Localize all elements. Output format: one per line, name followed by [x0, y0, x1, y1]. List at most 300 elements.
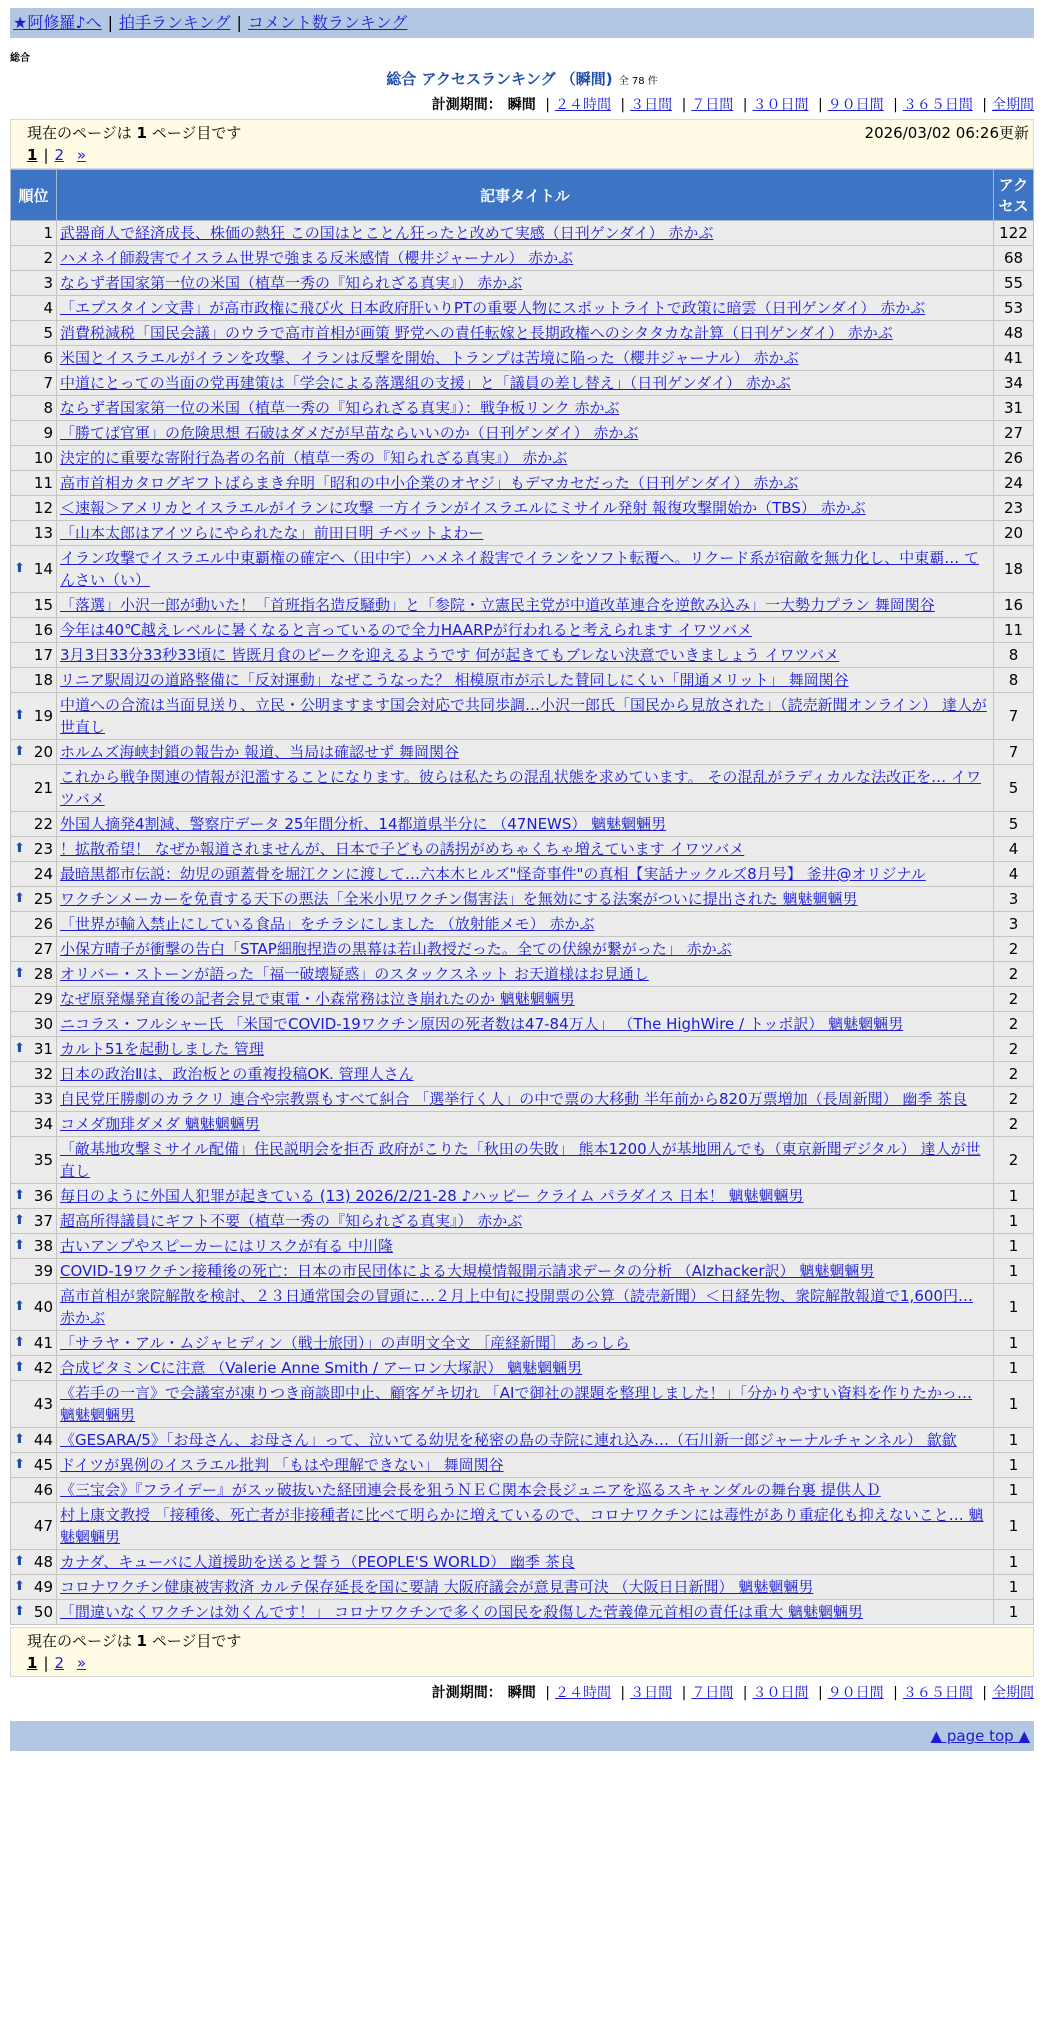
rank-cell — [11, 1331, 57, 1356]
access-count: 55 — [994, 271, 1034, 296]
rank-cell — [11, 1259, 57, 1284]
rank-number: 39 — [33, 1262, 53, 1280]
period-link-3d[interactable]: ３日間 — [630, 1685, 673, 1701]
article-title-link[interactable]: これから戦争関連の情報が氾濫することになります。彼らは私たちの混乱状態を求めています。 その混乱がラディカルな法改正を… イワツバメ — [60, 768, 981, 808]
rank-up-arrow-icon: ⬆ — [14, 561, 25, 576]
rank-cell — [11, 1234, 57, 1259]
period-link-24h[interactable]: ２４時間 — [554, 97, 611, 113]
title-cell — [57, 321, 994, 346]
table-row — [11, 740, 1034, 765]
article-title-link[interactable]: イラン攻撃でイスラエル中東覇権の確定へ（田中宇）ハメネイ殺害でイランをソフト転覆へ。リクード系が宿敵を無力化し、中東覇… てんさい（い） — [60, 549, 980, 589]
period-link-7d[interactable]: ７日間 — [691, 97, 734, 113]
rank-cell — [11, 1600, 57, 1625]
page-link-2[interactable]: 2 — [54, 146, 65, 164]
rank-cell — [11, 1284, 57, 1331]
article-title-link[interactable]: 外国人摘発4割減、警察庁データ 25年間分析、14都道県半分に （47NEWS） 魑魅魍魎男 — [60, 815, 667, 833]
article-title-link[interactable]: 中道にとっての当面の党再建策は「学会による落選組の支援」と「議員の差し替え」（日刊ゲンダイ） 赤かぶ — [60, 374, 791, 392]
period-link-3d[interactable]: ３日間 — [630, 97, 673, 113]
article-title-link[interactable]: ドイツが異例のイスラエル批判 「もはや理解できない」 舞岡関谷 — [60, 1456, 504, 1474]
header-access: アクセス — [994, 170, 1034, 221]
rank-number: 21 — [33, 779, 53, 797]
article-title-link[interactable]: 「敵基地攻撃ミサイル配備」住民説明会を拒否 政府がこりた「秋田の失敗」 熊本1200人が基地囲んでも（東京新聞デジタル） 達人が世直し — [60, 1140, 981, 1180]
access-count: 23 — [994, 496, 1034, 521]
rank-number: 20 — [33, 743, 53, 761]
rank-cell — [11, 987, 57, 1012]
table-row — [11, 887, 1034, 912]
rank-cell — [11, 1503, 57, 1550]
table-row — [11, 296, 1034, 321]
title-cell — [57, 1575, 994, 1600]
title-cell — [57, 521, 994, 546]
article-title-link[interactable]: ＜速報＞アメリカとイスラエルがイランに攻撃 一方イランがイスラエルにミサイル発射 報復攻撃開始か（TBS） 赤かぶ — [60, 499, 866, 517]
access-count: 4 — [994, 862, 1034, 887]
period-link-365d[interactable]: ３６５日間 — [902, 1685, 973, 1701]
article-title-link[interactable]: 高市首相カタログギフトばらまき弁明「昭和の中小企業のオヤジ」もデマカセだった（日刊ゲンダイ） 赤かぶ — [60, 474, 799, 492]
access-count: 8 — [994, 668, 1034, 693]
pagination: 1 | 2 » — [27, 146, 87, 164]
access-count: 2 — [994, 1112, 1034, 1137]
rank-number: 32 — [33, 1065, 53, 1083]
rank-up-arrow-icon: ⬆ — [14, 1554, 25, 1569]
table-row — [11, 1184, 1034, 1209]
article-title-link[interactable]: COVID-19ワクチン接種後の死亡：日本の市民団体による大規模情報開示請求データの分析 （Alzhacker訳） 魑魅魍魎男 — [60, 1262, 875, 1280]
rank-cell — [11, 668, 57, 693]
nav-link-asyura[interactable]: ★阿修羅♪へ — [13, 13, 102, 32]
rank-number: 36 — [33, 1187, 53, 1205]
period-link-24h[interactable]: ２４時間 — [554, 1685, 611, 1701]
rank-cell — [11, 321, 57, 346]
article-title-link[interactable]: ならず者国家第一位の米国（植草一秀の『知られざる真実』）：戦争板リンク 赤かぶ — [60, 399, 620, 417]
rank-cell — [11, 496, 57, 521]
rank-number: 41 — [33, 1334, 53, 1352]
article-title-link[interactable]: 合成ビタミンCに注意 （Valerie Anne Smith / アーロン大塚訳） 魑魅魍魎男 — [60, 1359, 583, 1377]
title-cell — [57, 1478, 994, 1503]
table-row — [11, 668, 1034, 693]
table-row — [11, 421, 1034, 446]
article-title-link[interactable]: 高市首相が衆院解散を検討、２３日通常国会の冒頭に…２月上中旬に投開票の公算（読売新聞）＜日経先物、衆院解散報道で1,600円… 赤かぶ — [60, 1287, 973, 1327]
period-link-all[interactable]: 全期間 — [992, 97, 1034, 113]
title-cell — [57, 887, 994, 912]
rank-cell — [11, 618, 57, 643]
rank-number: 1 — [43, 224, 53, 242]
access-count: 68 — [994, 246, 1034, 271]
pagination: 1 | 2 » — [27, 1654, 87, 1672]
table-row — [11, 765, 1034, 812]
rank-cell — [11, 371, 57, 396]
title-cell — [57, 446, 994, 471]
article-title-link[interactable]: 決定的に重要な寄附行為者の名前（植草一秀の『知られざる真実』） 赤かぶ — [60, 449, 568, 467]
access-count: 2 — [994, 962, 1034, 987]
article-title-link[interactable]: 中道への合流は当面見送り、立民・公明ますます国会対応で共同歩調…小沢一郎氏「国民から見放された」（読売新聞オンライン） 達人が世直し — [60, 696, 987, 736]
access-count: 7 — [994, 693, 1034, 740]
rank-up-arrow-icon: ⬆ — [14, 841, 25, 856]
table-row — [11, 346, 1034, 371]
page-info-bottom — [10, 1627, 1034, 1677]
nav-link-clap-ranking[interactable]: 拍手ランキング — [118, 13, 231, 32]
table-row — [11, 693, 1034, 740]
title-cell — [57, 1137, 994, 1184]
page-next-link[interactable]: » — [76, 1654, 87, 1672]
period-current: 瞬間 — [507, 97, 536, 113]
title-cell — [57, 346, 994, 371]
title-cell — [57, 1381, 994, 1428]
rank-cell — [11, 862, 57, 887]
article-title-link[interactable]: コロナワクチン健康被害救済 カルテ保存延長を国に要請 大阪府議会が意見書可決 （大阪日日新聞） 魑魅魍魎男 — [60, 1578, 814, 1596]
access-count: 2 — [994, 1087, 1034, 1112]
article-title-link[interactable]: カルト51を起動しました 管理 — [60, 1040, 264, 1058]
article-title-link[interactable]: 毎日のように外国人犯罪が起きている (13) 2026/2/21-28 ♪ハッピー クライム パラダイス 日本！ 魑魅魍魎男 — [60, 1187, 804, 1205]
nav-separator: | — [107, 13, 113, 32]
article-title-link[interactable]: ！拡散希望！ なぜか報道されませんが、日本で子どもの誘拐がめちゃくちゃ増えています イワツバメ — [60, 840, 745, 858]
article-title-link[interactable]: 「サラヤ・アル・ムジャヒディン（戦士旅団）」の声明文全文 ［産経新聞］ あっしら — [60, 1334, 630, 1352]
period-selector-bottom: 計測期間： 瞬間 | ２４時間 | ３日間 | ７日間 | ３０日間 | ９０日間 | ３６５日間 | 全期間 — [431, 1685, 1034, 1701]
table-row — [11, 837, 1034, 862]
period-link-30d[interactable]: ３０日間 — [752, 1685, 809, 1701]
title-cell — [57, 246, 994, 271]
rank-number: 27 — [33, 940, 53, 958]
period-link-7d[interactable]: ７日間 — [691, 1685, 734, 1701]
rank-up-arrow-icon: ⬆ — [14, 1604, 25, 1619]
rank-number: 33 — [33, 1090, 53, 1108]
title-cell — [57, 1259, 994, 1284]
title-cell — [57, 1037, 994, 1062]
article-title-link[interactable]: 日本の政治Ⅱは、政治板との重複投稿OK. 管理人さん — [60, 1065, 414, 1083]
article-title-link[interactable]: 村上康文教授 「接種後、死亡者が非接種者に比べて明らかに増えているので、コロナワクチンには毒性があり重症化も抑えないこと… 魑魅魍魎男 — [60, 1506, 984, 1546]
rank-cell — [11, 962, 57, 987]
period-link-30d[interactable]: ３０日間 — [752, 97, 809, 113]
access-count: 18 — [994, 546, 1034, 593]
access-count: 1 — [994, 1600, 1034, 1625]
table-row — [11, 962, 1034, 987]
title-cell — [57, 1087, 994, 1112]
rank-cell — [11, 887, 57, 912]
access-count: 2 — [994, 987, 1034, 1012]
access-count: 27 — [994, 421, 1034, 446]
table-row — [11, 862, 1034, 887]
article-title-link[interactable]: リニア駅周辺の道路整備に「反対運動」なぜこうなった？ 相模原市が示した賛同しにくい「開通メリット」 舞岡関谷 — [60, 671, 849, 689]
article-title-link[interactable]: 超高所得議員にギフト不要（植草一秀の『知られざる真実』） 赤かぶ — [60, 1212, 523, 1230]
rank-cell — [11, 837, 57, 862]
table-row — [11, 1209, 1034, 1234]
nav-link-comment-ranking[interactable]: コメント数ランキング — [247, 13, 408, 32]
rank-up-arrow-icon: ⬆ — [14, 1299, 25, 1314]
rank-cell — [11, 693, 57, 740]
access-count: 1 — [994, 1209, 1034, 1234]
title-cell — [57, 765, 994, 812]
access-count: 8 — [994, 643, 1034, 668]
article-title-link[interactable]: 「間違いなくワクチンは効くんです！」 コロナワクチンで多くの国民を殺傷した菅義偉元首相の責任は重大 魑魅魍魎男 — [60, 1603, 864, 1621]
table-row — [11, 221, 1034, 246]
article-title-link[interactable]: 「世界が輸入禁止にしている食品」をチラシにしました （放射能メモ） 赤かぶ — [60, 915, 595, 933]
table-row — [11, 643, 1034, 668]
access-count: 41 — [994, 346, 1034, 371]
access-count: 53 — [994, 296, 1034, 321]
table-row — [11, 987, 1034, 1012]
title-cell — [57, 1234, 994, 1259]
period-label: 計測期間： — [431, 97, 502, 113]
page-heading — [10, 68, 1034, 89]
rank-cell — [11, 221, 57, 246]
table-row — [11, 593, 1034, 618]
rank-cell — [11, 1012, 57, 1037]
title-cell — [57, 1284, 994, 1331]
rank-up-arrow-icon: ⬆ — [14, 744, 25, 759]
title-cell — [57, 396, 994, 421]
rank-cell — [11, 1037, 57, 1062]
rank-number: 23 — [33, 840, 53, 858]
article-title-link[interactable]: 最暗黒都市伝説：幼児の頭蓋骨を堀江クンに渡して…六本木ヒルズ"怪奇事件"の真相【実話ナックルズ8月号】 釜井@オリジナル — [60, 865, 926, 883]
rank-cell — [11, 521, 57, 546]
rank-cell — [11, 1087, 57, 1112]
article-title-link[interactable]: 「山本太郎はアイツらにやられたな」前田日明 チベットよわー — [60, 524, 484, 542]
title-cell — [57, 1453, 994, 1478]
access-count: 1 — [994, 1381, 1034, 1428]
table-row — [11, 521, 1034, 546]
rank-cell — [11, 1184, 57, 1209]
rank-cell — [11, 1209, 57, 1234]
rank-cell — [11, 1428, 57, 1453]
period-selector-top: 計測期間： 瞬間 | ２４時間 | ３日間 | ７日間 | ３０日間 | ９０日間 | ３６５日間 | 全期間 — [431, 97, 1034, 113]
rank-number: 47 — [33, 1517, 53, 1535]
title-cell — [57, 421, 994, 446]
rank-number: 45 — [33, 1456, 53, 1474]
article-title-link[interactable]: 《GESARA/5》「お母さん、お母さん」って、泣いてる幼児を秘密の島の寺院に連れ込み…（石川新一郎ジャーナルチャンネル） 歙歙 — [60, 1431, 957, 1449]
rank-number: 22 — [33, 815, 53, 833]
access-count: 122 — [994, 221, 1034, 246]
table-row — [11, 1062, 1034, 1087]
access-count: 5 — [994, 765, 1034, 812]
rank-up-arrow-icon: ⬆ — [14, 1238, 25, 1253]
rank-number: 43 — [33, 1395, 53, 1413]
title-cell — [57, 371, 994, 396]
title-cell — [57, 862, 994, 887]
rank-cell — [11, 471, 57, 496]
article-title-link[interactable]: 《若手の一言》で会議室が凍りつき商談即中止、顧客ゲキ切れ 「AIで御社の課題を整理しました！」「分かりやすい資料を作りたかっ… 魑魅魍魎男 — [60, 1384, 972, 1424]
access-count: 1 — [994, 1234, 1034, 1259]
current-page-text: 現在のページは 1 ページ目です — [27, 1632, 242, 1650]
rank-up-arrow-icon: ⬆ — [14, 1041, 25, 1056]
rank-up-arrow-icon: ⬆ — [14, 891, 25, 906]
article-title-link[interactable]: コメダ珈琲ダメダ 魑魅魍魎男 — [60, 1115, 260, 1133]
title-cell — [57, 546, 994, 593]
top-nav — [10, 8, 1034, 38]
rank-cell — [11, 812, 57, 837]
rank-number: 8 — [43, 399, 53, 417]
article-title-link[interactable]: 自民党圧勝劇のカラクリ 連合や宗教票もすべて糾合 「選挙行く人」の中で票の大移動 半年前から820万票増加（長周新聞） 幽季 茶良 — [60, 1090, 968, 1108]
header-title: 記事タイトル — [57, 170, 994, 221]
title-cell — [57, 1331, 994, 1356]
title-cell — [57, 1550, 994, 1575]
category-label: 総合 — [10, 53, 30, 64]
header-rank: 順位 — [11, 170, 57, 221]
total-count: 全 78 件 — [618, 76, 658, 87]
access-count: 31 — [994, 396, 1034, 421]
title-cell — [57, 668, 994, 693]
rank-up-arrow-icon: ⬆ — [14, 708, 25, 723]
access-count: 26 — [994, 446, 1034, 471]
table-row — [11, 546, 1034, 593]
article-title-link[interactable]: 《三宝会》『フライデー』がスッ破抜いた経団連会長を狙うＮＥＣ関本会長ジュニアを巡るスキャンダルの舞台裏 提供人Ｄ — [60, 1481, 881, 1499]
rank-cell — [11, 271, 57, 296]
rank-number: 35 — [33, 1151, 53, 1169]
article-title-link[interactable]: 「勝てば官軍」の危険思想 石破はダメだが早苗ならいいのか（日刊ゲンダイ） 赤かぶ — [60, 424, 639, 442]
rank-number: 29 — [33, 990, 53, 1008]
article-title-link[interactable]: なぜ原発爆発直後の記者会見で東電・小森常務は泣き崩れたのか 魑魅魍魎男 — [60, 990, 575, 1008]
table-row — [11, 1259, 1034, 1284]
title-cell — [57, 1428, 994, 1453]
rank-cell — [11, 1137, 57, 1184]
rank-number: 50 — [33, 1603, 53, 1621]
access-count: 34 — [994, 371, 1034, 396]
table-row — [11, 618, 1034, 643]
access-count: 7 — [994, 740, 1034, 765]
rank-number: 30 — [33, 1015, 53, 1033]
page-link-2[interactable]: 2 — [54, 1654, 65, 1672]
rank-cell — [11, 593, 57, 618]
rank-cell — [11, 643, 57, 668]
rank-number: 26 — [33, 915, 53, 933]
rank-number: 7 — [43, 374, 53, 392]
table-row — [11, 1087, 1034, 1112]
table-row — [11, 1478, 1034, 1503]
rank-number: 13 — [33, 524, 53, 542]
period-link-90d[interactable]: ９０日間 — [827, 1685, 884, 1701]
rank-number: 40 — [33, 1298, 53, 1316]
article-title-link[interactable]: オリバー・ストーンが語った「福一破壊疑惑」のスタックスネット お天道様はお見通し — [60, 965, 649, 983]
table-row — [11, 812, 1034, 837]
title-cell — [57, 1062, 994, 1087]
rank-number: 46 — [33, 1481, 53, 1499]
access-count: 48 — [994, 321, 1034, 346]
page-next-link[interactable]: » — [76, 146, 87, 164]
access-count: 20 — [994, 521, 1034, 546]
access-count: 3 — [994, 887, 1034, 912]
rank-cell — [11, 296, 57, 321]
title-cell — [57, 962, 994, 987]
rank-cell — [11, 396, 57, 421]
rank-number: 34 — [33, 1115, 53, 1133]
title-cell — [57, 643, 994, 668]
access-count: 1 — [994, 1331, 1034, 1356]
rank-number: 2 — [43, 249, 53, 267]
rank-cell — [11, 765, 57, 812]
table-row — [11, 396, 1034, 421]
article-title-link[interactable]: ハメネイ師殺害でイスラム世界で強まる反米感情（櫻井ジャーナル） 赤かぶ — [60, 249, 574, 267]
article-title-link[interactable]: カナダ、キューバに人道援助を送ると誓う（PEOPLE'S WORLD） 幽季 茶良 — [60, 1553, 575, 1571]
access-count: 24 — [994, 471, 1034, 496]
period-link-90d[interactable]: ９０日間 — [827, 97, 884, 113]
rank-number: 6 — [43, 349, 53, 367]
rank-number: 3 — [43, 274, 53, 292]
rank-cell — [11, 346, 57, 371]
title-cell — [57, 1600, 994, 1625]
table-row — [11, 1600, 1034, 1625]
title-cell — [57, 912, 994, 937]
title-cell — [57, 837, 994, 862]
table-row — [11, 1428, 1034, 1453]
rank-number: 14 — [33, 560, 53, 578]
page-info-top — [10, 119, 1034, 169]
article-title-link[interactable]: ホルムズ海峡封鎖の報告か 報道、当局は確認せず 舞岡関谷 — [60, 743, 459, 761]
title-cell — [57, 496, 994, 521]
rank-number: 4 — [43, 299, 53, 317]
rank-up-arrow-icon: ⬆ — [14, 966, 25, 981]
nav-separator: | — [236, 13, 242, 32]
table-row — [11, 1331, 1034, 1356]
article-title-link[interactable]: 「エプスタイン文書」が高市政権に飛び火 日本政府肝いりPTの重要人物にスポットライトで政策に暗雲（日刊ゲンダイ） 赤かぶ — [60, 299, 926, 317]
rank-up-arrow-icon: ⬆ — [14, 1335, 25, 1350]
rank-number: 25 — [33, 890, 53, 908]
table-row — [11, 371, 1034, 396]
rank-cell — [11, 1062, 57, 1087]
rank-cell — [11, 421, 57, 446]
title-cell — [57, 1112, 994, 1137]
article-title-link[interactable]: 古いアンプやスピーカーにはリスクが有る 中川隆 — [60, 1237, 393, 1255]
access-count: 4 — [994, 837, 1034, 862]
current-page-text: 現在のページは 1 ページ目です — [27, 124, 242, 142]
bottom-bar — [10, 1721, 1034, 1751]
article-title-link[interactable]: 米国とイスラエルがイランを攻撃、イランは反撃を開始、トランプは苦境に陥った（櫻井ジャーナル） 赤かぶ — [60, 349, 799, 367]
article-title-link[interactable]: ニコラス・フルシャー氏 「米国でCOVID-19ワクチン原因の死者数は47-84万人」 （The HighWire / トッポ訳） 魑魅魍魎男 — [60, 1015, 904, 1033]
access-count: 1 — [994, 1478, 1034, 1503]
rank-number: 16 — [33, 621, 53, 639]
rank-number: 31 — [33, 1040, 53, 1058]
rank-number: 49 — [33, 1578, 53, 1596]
rank-number: 48 — [33, 1553, 53, 1571]
rank-cell — [11, 1112, 57, 1137]
table-row — [11, 321, 1034, 346]
access-count: 1 — [994, 1284, 1034, 1331]
table-row — [11, 1453, 1034, 1478]
article-title-link[interactable]: 武器商人で経済成長、株価の熱狂 この国はとことん狂ったと改めて実感（日刊ゲンダイ） 赤かぶ — [60, 224, 714, 242]
rank-cell — [11, 1550, 57, 1575]
rank-cell — [11, 246, 57, 271]
period-link-365d[interactable]: ３６５日間 — [902, 97, 973, 113]
table-row — [11, 1356, 1034, 1381]
article-title-link[interactable]: 今年は40℃越えレベルに暑くなると言っているので全力HAARPが行われると考えられます イワツバメ — [60, 621, 753, 639]
rank-number: 24 — [33, 865, 53, 883]
updated-time: 2026/03/02 06:26更新 — [864, 124, 1029, 142]
rank-number: 38 — [33, 1237, 53, 1255]
table-row — [11, 1381, 1034, 1428]
rank-up-arrow-icon: ⬆ — [14, 1360, 25, 1375]
period-label: 計測期間： — [431, 1685, 502, 1701]
rank-number: 11 — [33, 474, 53, 492]
table-row — [11, 1037, 1034, 1062]
rank-number: 19 — [33, 707, 53, 725]
article-title-link[interactable]: ワクチンメーカーを免責する天下の悪法「全米小児ワクチン傷害法」を無効にする法案がついに提出された 魑魅魍魎男 — [60, 890, 858, 908]
article-title-link[interactable]: ならず者国家第一位の米国（植草一秀の『知られざる真実』） 赤かぶ — [60, 274, 523, 292]
title-cell — [57, 296, 994, 321]
title-cell — [57, 593, 994, 618]
article-title-link[interactable]: 小保方晴子が衝撃の告白「STAP細胞捏造の黒幕は若山教授だった。全ての伏線が繋がった」 赤かぶ — [60, 940, 732, 958]
rank-number: 5 — [43, 324, 53, 342]
rank-up-arrow-icon: ⬆ — [14, 1188, 25, 1203]
page-root — [10, 0, 1034, 1751]
page-top-link[interactable]: ▲ page top ▲ — [930, 1727, 1030, 1745]
title-cell — [57, 693, 994, 740]
period-link-all[interactable]: 全期間 — [992, 1685, 1034, 1701]
article-title-link[interactable]: 消費税減税「国民会議」のウラで高市首相が画策 野党への責任転嫁と長期政権へのシタタカな計算（日刊ゲンダイ） 赤かぶ — [60, 324, 893, 342]
access-count: 2 — [994, 1012, 1034, 1037]
table-row — [11, 271, 1034, 296]
title-cell — [57, 937, 994, 962]
article-title-link[interactable]: 3月3日33分33秒33頃に 皆既月食のピークを迎えるようです 何が起きてもブレない決意でいきましょう イワツバメ — [60, 646, 840, 664]
access-count: 1 — [994, 1259, 1034, 1284]
rank-up-arrow-icon: ⬆ — [14, 1457, 25, 1472]
rank-cell — [11, 937, 57, 962]
article-title-link[interactable]: 「落選」小沢一郎が動いた！「首班指名造反騒動」と「参院・立憲民主党が中道改革連合を逆飲み込み」一大勢力プラン 舞岡関谷 — [60, 596, 935, 614]
